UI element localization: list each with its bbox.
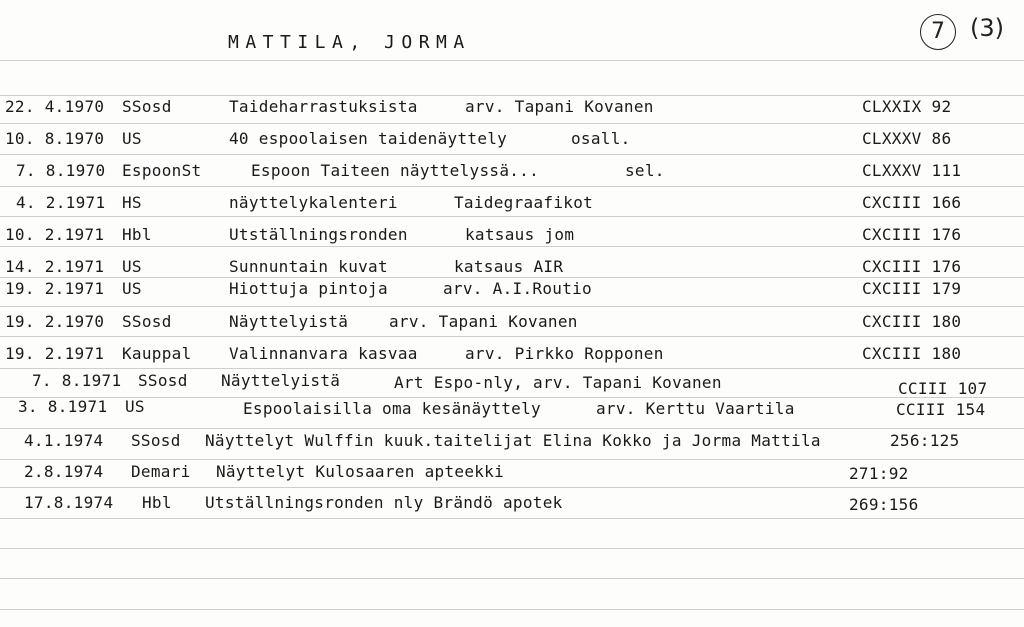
row-note: osall. <box>571 129 631 148</box>
row-note: katsaus AIR <box>454 257 564 276</box>
row-date: 4. 2.1971 <box>16 193 106 212</box>
row-date: 19. 2.1971 <box>5 279 105 298</box>
row-ref: CLXXIX 92 <box>862 97 952 116</box>
card-number-circle: 7 <box>920 14 956 50</box>
row-date: 10. 8.1970 <box>5 129 105 148</box>
row-title: Espoon Taiteen näyttelyssä... <box>251 161 540 180</box>
rule-line <box>0 428 1024 429</box>
rule-line <box>0 518 1024 519</box>
rule-line <box>0 186 1024 187</box>
row-source: SSosd <box>138 371 188 390</box>
row-ref: CXCIII 166 <box>862 193 962 212</box>
row-ref: CXCIII 176 <box>862 225 962 244</box>
row-source: SSosd <box>122 312 172 331</box>
rule-line <box>0 548 1024 549</box>
card-title: MATTILA, JORMA <box>228 32 471 53</box>
row-note: arv. Tapani Kovanen <box>465 97 654 116</box>
row-title: Taideharrastuksista <box>229 97 418 116</box>
row-source: SSosd <box>131 431 181 450</box>
row-date: 7. 8.1970 <box>16 161 106 180</box>
row-ref: 256:125 <box>890 431 960 450</box>
row-title: Näyttelyistä <box>221 371 341 390</box>
row-title: Espoolaisilla oma kesänäyttely <box>243 399 541 418</box>
row-ref: 269:156 <box>849 495 919 514</box>
row-title: Utställningsronden nly Brändö apotek <box>205 493 563 512</box>
row-source: Hbl <box>122 225 152 244</box>
row-source: US <box>122 279 142 298</box>
row-ref: CXCIII 176 <box>862 257 962 276</box>
rule-line <box>0 459 1024 460</box>
row-note: arv. Tapani Kovanen <box>389 312 578 331</box>
row-note: katsaus jom <box>465 225 575 244</box>
rule-line <box>0 154 1024 155</box>
row-note: Taidegraafikot <box>454 193 594 212</box>
row-date: 10. 2.1971 <box>5 225 105 244</box>
row-ref: CXCIII 180 <box>862 344 962 363</box>
row-date: 17.8.1974 <box>24 493 114 512</box>
row-title: Näyttelyt Wulffin kuuk.taitelijat Elina Kokko ja Jorma Mattila <box>205 431 821 450</box>
row-source: US <box>122 257 142 276</box>
row-title: 40 espoolaisen taidenäyttely <box>229 129 508 148</box>
rule-line <box>0 246 1024 247</box>
row-ref: CCIII 107 <box>898 379 988 398</box>
rule-line <box>0 60 1024 61</box>
rule-line <box>0 336 1024 337</box>
rule-line <box>0 95 1024 96</box>
rule-line <box>0 123 1024 124</box>
row-note: sel. <box>625 161 665 180</box>
row-title: näyttelykalenteri <box>229 193 398 212</box>
row-source: US <box>125 397 145 416</box>
row-title: Sunnuntain kuvat <box>229 257 388 276</box>
row-title: Hiottuja pintoja <box>229 279 388 298</box>
row-date: 22. 4.1970 <box>5 97 105 116</box>
row-date: 7. 8.1971 <box>32 371 122 390</box>
rule-line <box>0 487 1024 488</box>
row-date: 2.8.1974 <box>24 462 104 481</box>
rule-line <box>0 368 1024 369</box>
rule-line <box>0 578 1024 579</box>
rule-line <box>0 277 1024 278</box>
row-source: HS <box>122 193 142 212</box>
row-note: arv. Kerttu Vaartila <box>596 399 795 418</box>
row-date: 3. 8.1971 <box>18 397 108 416</box>
row-source: Demari <box>131 462 191 481</box>
row-title: Näyttelyistä <box>229 312 349 331</box>
row-ref: CXCIII 180 <box>862 312 962 331</box>
row-ref: CCIII 154 <box>896 400 986 419</box>
row-source: Hbl <box>142 493 172 512</box>
row-date: 19. 2.1970 <box>5 312 105 331</box>
row-date: 14. 2.1971 <box>5 257 105 276</box>
rule-line <box>0 397 1024 398</box>
card-count: (3) <box>970 14 1004 42</box>
row-source: SSosd <box>122 97 172 116</box>
row-title: Valinnanvara kasvaa <box>229 344 418 363</box>
row-ref: CLXXXV 86 <box>862 129 952 148</box>
row-date: 19. 2.1971 <box>5 344 105 363</box>
row-title: Utställningsronden <box>229 225 408 244</box>
row-title: Näyttelyt Kulosaaren apteekki <box>216 462 505 481</box>
row-source: US <box>122 129 142 148</box>
row-ref: CLXXXV 111 <box>862 161 962 180</box>
row-source: Kauppal <box>122 344 192 363</box>
row-note: Art Espo-nly, arv. Tapani Kovanen <box>394 373 722 392</box>
row-source: EspoonSt <box>122 161 202 180</box>
row-note: arv. A.I.Routio <box>443 279 592 298</box>
row-ref: CXCIII 179 <box>862 279 962 298</box>
row-ref: 271:92 <box>849 464 909 483</box>
row-note: arv. Pirkko Ropponen <box>465 344 664 363</box>
row-date: 4.1.1974 <box>24 431 104 450</box>
rule-line <box>0 306 1024 307</box>
rule-line <box>0 216 1024 217</box>
rule-line <box>0 609 1024 610</box>
